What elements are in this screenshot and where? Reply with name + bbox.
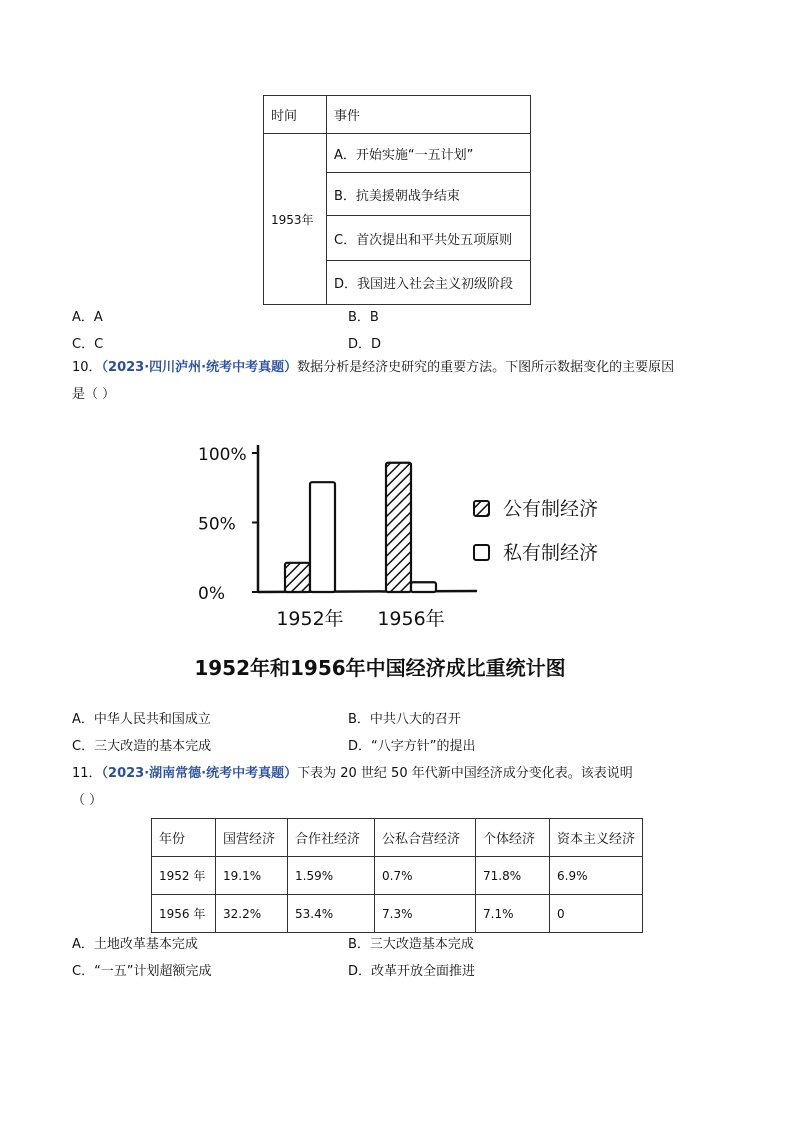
x-tick-label: 1952年 xyxy=(276,608,344,630)
bar-public-0 xyxy=(285,563,310,592)
col-header: 年份 xyxy=(152,819,216,857)
q11-stem-line1 xyxy=(72,760,633,787)
q11-option-b[interactable]: B．三大改造基本完成 xyxy=(348,937,474,952)
event-table xyxy=(263,95,531,305)
q11-option-a[interactable]: A．土地改革基本完成 xyxy=(72,937,198,952)
q10-number: 10． xyxy=(72,360,102,375)
y-tick-label: 100% xyxy=(198,445,247,465)
table-event-d: D．我国进入社会主义初级阶段 xyxy=(327,261,531,305)
col-header: 资本主义经济 xyxy=(550,819,643,857)
y-tick-label: 50% xyxy=(198,514,236,535)
economy-bar-chart xyxy=(180,425,640,690)
col-header: 合作社经济 xyxy=(288,819,375,857)
q10-option-c[interactable]: C．三大改造的基本完成 xyxy=(72,739,212,754)
q9-option-b[interactable]: B．B xyxy=(348,310,379,325)
table-year-cell: 1953年 xyxy=(264,134,327,305)
q9-option-d[interactable]: D．D xyxy=(348,337,382,352)
q10-stem-line2: 是（ ） xyxy=(72,387,116,402)
bar-private-1 xyxy=(411,582,436,592)
q10-option-b[interactable]: B．中共八大的召开 xyxy=(348,712,461,727)
table-header-event: 事件 xyxy=(327,96,531,134)
q11-option-c[interactable]: C．“一五”计划超额完成 xyxy=(72,964,212,979)
legend-swatch xyxy=(474,545,489,560)
q10-text: 数据分析是经济史研究的重要方法。下图所示数据变化的主要原因 xyxy=(297,360,675,375)
table-cell: 1956 年 xyxy=(152,895,216,933)
chart-title: 1952年和1956年中国经济成比重统计图 xyxy=(194,656,566,680)
q9-option-c[interactable]: C．C xyxy=(72,337,104,352)
bar-public-1 xyxy=(386,463,411,592)
q10-option-a[interactable]: A．中华人民共和国成立 xyxy=(72,712,211,727)
q11-text: 下表为 20 世纪 50 年代新中国经济成分变化表。该表说明 xyxy=(297,766,633,781)
table-cell: 1952 年 xyxy=(152,857,216,895)
table-cell: 0.7% xyxy=(375,857,476,895)
bar-private-0 xyxy=(310,482,335,592)
y-tick-label: 0% xyxy=(198,584,225,604)
q11-stem-line2: （ ） xyxy=(72,793,103,808)
table-cell: 19.1% xyxy=(216,857,288,895)
col-header: 个体经济 xyxy=(476,819,550,857)
table-event-a: A．开始实施“一五计划” xyxy=(327,134,531,173)
x-tick-label: 1956年 xyxy=(377,608,445,630)
q11-number: 11． xyxy=(72,766,102,781)
table-row xyxy=(152,857,643,895)
col-header: 公私合营经济 xyxy=(375,819,476,857)
table-cell: 32.2% xyxy=(216,895,288,933)
table-cell: 7.3% xyxy=(375,895,476,933)
table-event-c: C．首次提出和平共处五项原则 xyxy=(327,216,531,261)
table-cell: 6.9% xyxy=(550,857,643,895)
q10-source: （2023·四川泸州·统考中考真题） xyxy=(101,360,298,375)
table-event-b: B．抗美援朝战争结束 xyxy=(327,173,531,216)
economy-table xyxy=(151,818,643,933)
table-header-time: 时间 xyxy=(264,96,327,134)
q9-option-a[interactable]: A．A xyxy=(72,310,103,325)
table-cell: 7.1% xyxy=(476,895,550,933)
legend-swatch xyxy=(474,501,489,516)
table-cell: 71.8% xyxy=(476,857,550,895)
table-cell: 53.4% xyxy=(288,895,375,933)
table-row xyxy=(152,895,643,933)
col-header: 国营经济 xyxy=(216,819,288,857)
legend-label: 私有制经济 xyxy=(503,542,599,564)
q10-option-d[interactable]: D．“八字方针”的提出 xyxy=(348,739,476,754)
table-cell: 0 xyxy=(550,895,643,933)
q11-source: （2023·湖南常德·统考中考真题） xyxy=(101,766,298,781)
table-cell: 1.59% xyxy=(288,857,375,895)
q11-option-d[interactable]: D．改革开放全面推进 xyxy=(348,964,476,979)
q10-stem-line1 xyxy=(72,354,674,381)
legend-label: 公有制经济 xyxy=(503,498,599,520)
